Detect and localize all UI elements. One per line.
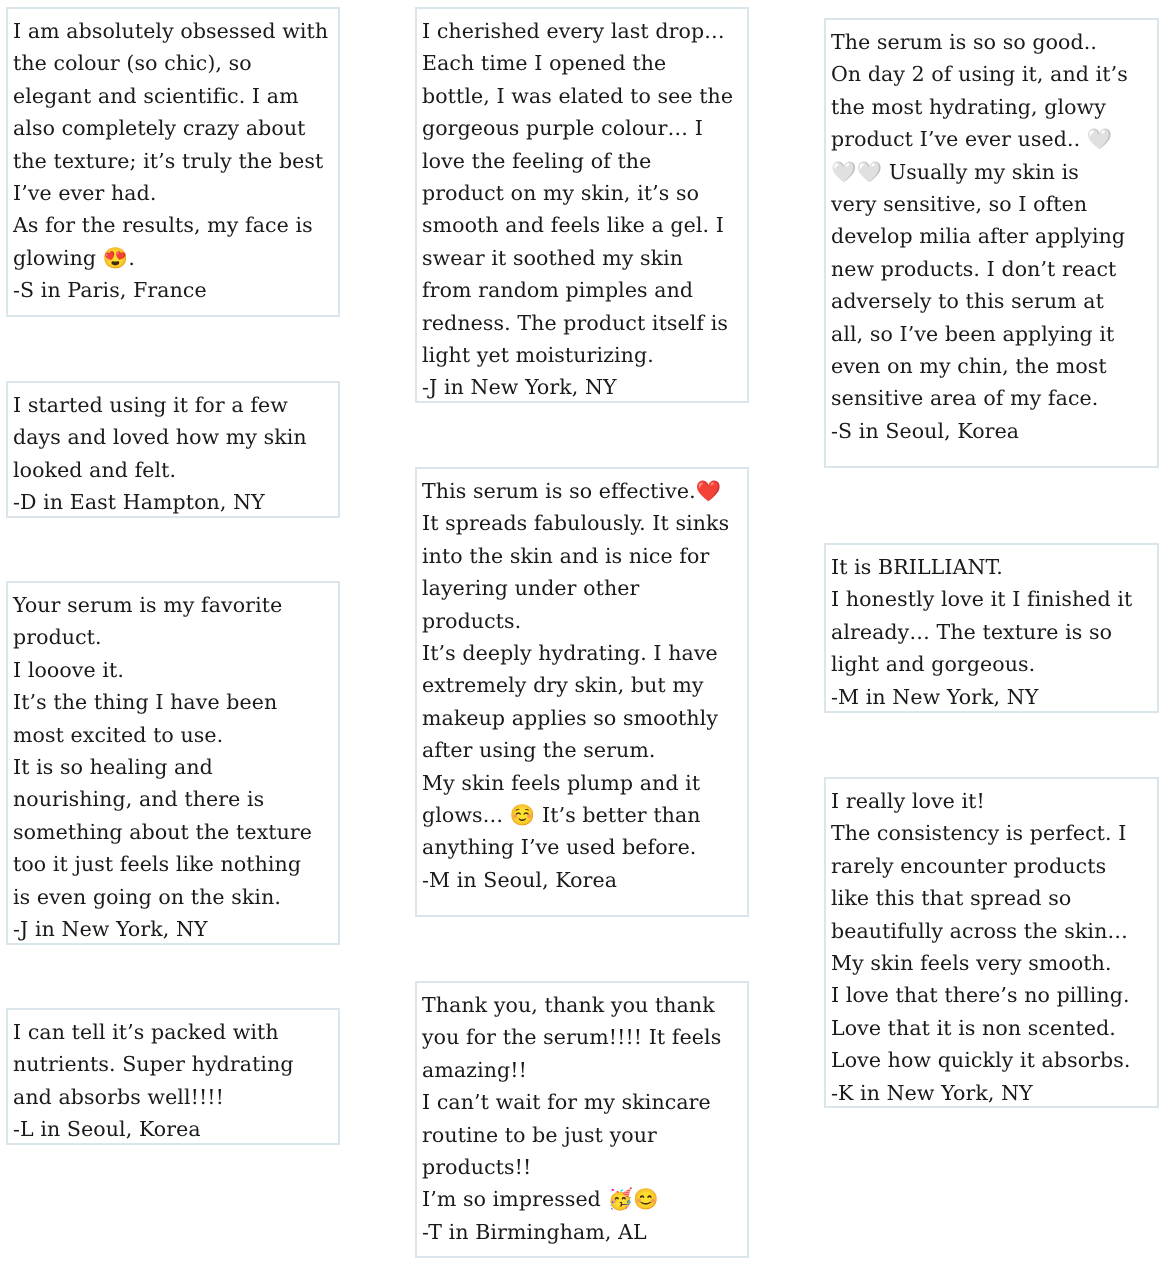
review-line: It is BRILLIANT. [831,555,1003,579]
review-signature: -K in New York, NY [831,1080,1033,1105]
testimonial-card-ny-brilliant [824,543,1159,713]
review-line: As for the results, my face is [13,213,313,238]
review-line: extremely dry skin, but my [422,673,704,698]
review-line: nourishing, and there is [13,787,265,812]
review-line: very sensitive, so I often [831,192,1088,217]
review-line: all, so I’ve been applying it [831,321,1115,346]
review-line: the most hydrating, glowy [831,94,1106,119]
review-line: the texture; it’s truly the best [13,148,324,173]
review-line: 🤍🤍 Usually my skin is [831,159,1079,184]
review-line: It spreads fabulously. It sinks [422,511,730,536]
review-line: The consistency is perfect. I [831,821,1127,846]
review-line: This serum is so effective.❤️ [422,479,722,503]
review-line: already… The texture is so [831,619,1113,644]
review-line: into the skin and is nice for [422,543,710,568]
review-line: adversely to this serum at [831,289,1104,314]
review-line: too it just feels like nothing [13,852,302,877]
review-signature: -J in New York, NY [422,375,617,400]
review-line: Each time I opened the [422,51,667,76]
testimonial-card-east-hampton [6,381,340,518]
review-line: glows… ☺️ It’s better than [422,803,701,828]
review-line: I can’t wait for my skincare [422,1090,711,1115]
review-line: Thank you, thank you thank [422,993,715,1017]
review-line: days and loved how my skin [13,425,307,450]
review-signature: -J in New York, NY [13,917,208,942]
review-line: beautifully across the skin… [831,918,1128,943]
review-line: Love how quickly it absorbs. [831,1048,1131,1073]
review-line: The serum is so so good.. [831,30,1097,54]
review-line: smooth and feels like a gel. I [422,213,724,238]
review-line: the colour (so chic), so [13,51,252,76]
review-line: I love that there’s no pilling. [831,983,1130,1008]
review-line: most excited to use. [13,722,224,747]
review-line: layering under other [422,576,640,601]
review-line: love the feeling of the [422,148,652,173]
review-signature: -M in Seoul, Korea [422,867,618,892]
testimonial-card-seoul-effective [415,467,749,917]
review-line: from random pimples and [422,278,694,303]
review-line: amazing!! [422,1057,527,1082]
review-line: It’s the thing I have been [13,690,278,715]
review-line: Your serum is my favorite [13,593,283,617]
testimonial-card-seoul-sensitive [824,18,1159,468]
review-line: you for the serum!!!! It feels [422,1025,722,1050]
review-line: rarely encounter products [831,853,1107,878]
review-line: I’m so impressed 🥳😊 [422,1187,659,1212]
review-line: nutrients. Super hydrating [13,1052,294,1077]
review-line: looked and felt. [13,457,177,482]
review-line: bottle, I was elated to see the [422,83,734,108]
review-line: sensitive area of my face. [831,386,1099,411]
review-line: I honestly love it I finished it [831,587,1133,612]
review-line: products!! [422,1155,532,1180]
review-line: I looove it. [13,657,124,682]
review-line: product on my skin, it’s so [422,181,700,206]
review-line: I cherished every last drop… [422,19,725,43]
testimonial-card-ny-favorite [6,581,340,945]
review-line: gorgeous purple colour… I [422,116,703,141]
review-line: new products. I don’t react [831,256,1117,281]
review-line: I can tell it’s packed with [13,1020,279,1044]
review-line: anything I’ve used before. [422,835,697,860]
review-line: Love that it is non scented. [831,1015,1116,1040]
review-signature: -S in Paris, France [13,278,207,303]
review-line: I started using it for a few [13,393,288,417]
review-line: My skin feels very smooth. [831,951,1112,976]
review-line: product I’ve ever used.. 🤍 [831,127,1113,152]
review-line: My skin feels plump and it [422,770,701,795]
review-line: and absorbs well!!!! [13,1084,224,1109]
review-line: redness. The product itself is [422,310,728,335]
review-line: something about the texture [13,819,313,844]
review-line: product. [13,625,102,650]
review-signature: -D in East Hampton, NY [13,490,265,515]
review-line: It’s deeply hydrating. I have [422,641,718,666]
review-line: after using the serum. [422,738,656,763]
review-line: makeup applies so smoothly [422,705,719,730]
review-line: even on my chin, the most [831,354,1107,379]
review-signature: -T in Birmingham, AL [422,1219,647,1244]
review-line: is even going on the skin. [13,884,281,909]
review-line: On day 2 of using it, and it’s [831,62,1128,87]
review-line: I’ve ever had. [13,181,157,206]
review-line: also completely crazy about [13,116,306,141]
review-line: products. [422,608,522,633]
testimonial-card-birmingham [415,981,749,1258]
testimonial-card-seoul-nutrients [6,1008,340,1145]
review-line: like this that spread so [831,886,1072,911]
review-line: swear it soothed my skin [422,245,684,270]
review-line: develop milia after applying [831,224,1126,249]
review-line: light and gorgeous. [831,652,1036,677]
review-line: glowing 😍. [13,245,136,270]
review-signature: -L in Seoul, Korea [13,1117,201,1142]
testimonial-card-ny-purple [415,7,749,403]
review-line: light yet moisturizing. [422,343,654,368]
testimonial-card-paris [6,7,340,317]
review-signature: -S in Seoul, Korea [831,418,1020,443]
review-line: I am absolutely obsessed with [13,19,329,43]
review-line: elegant and scientific. I am [13,83,299,108]
review-signature: -M in New York, NY [831,684,1039,709]
review-line: I really love it! [831,789,985,813]
review-line: It is so healing and [13,755,213,780]
testimonial-card-ny-consistency [824,777,1159,1108]
review-line: routine to be just your [422,1122,657,1147]
